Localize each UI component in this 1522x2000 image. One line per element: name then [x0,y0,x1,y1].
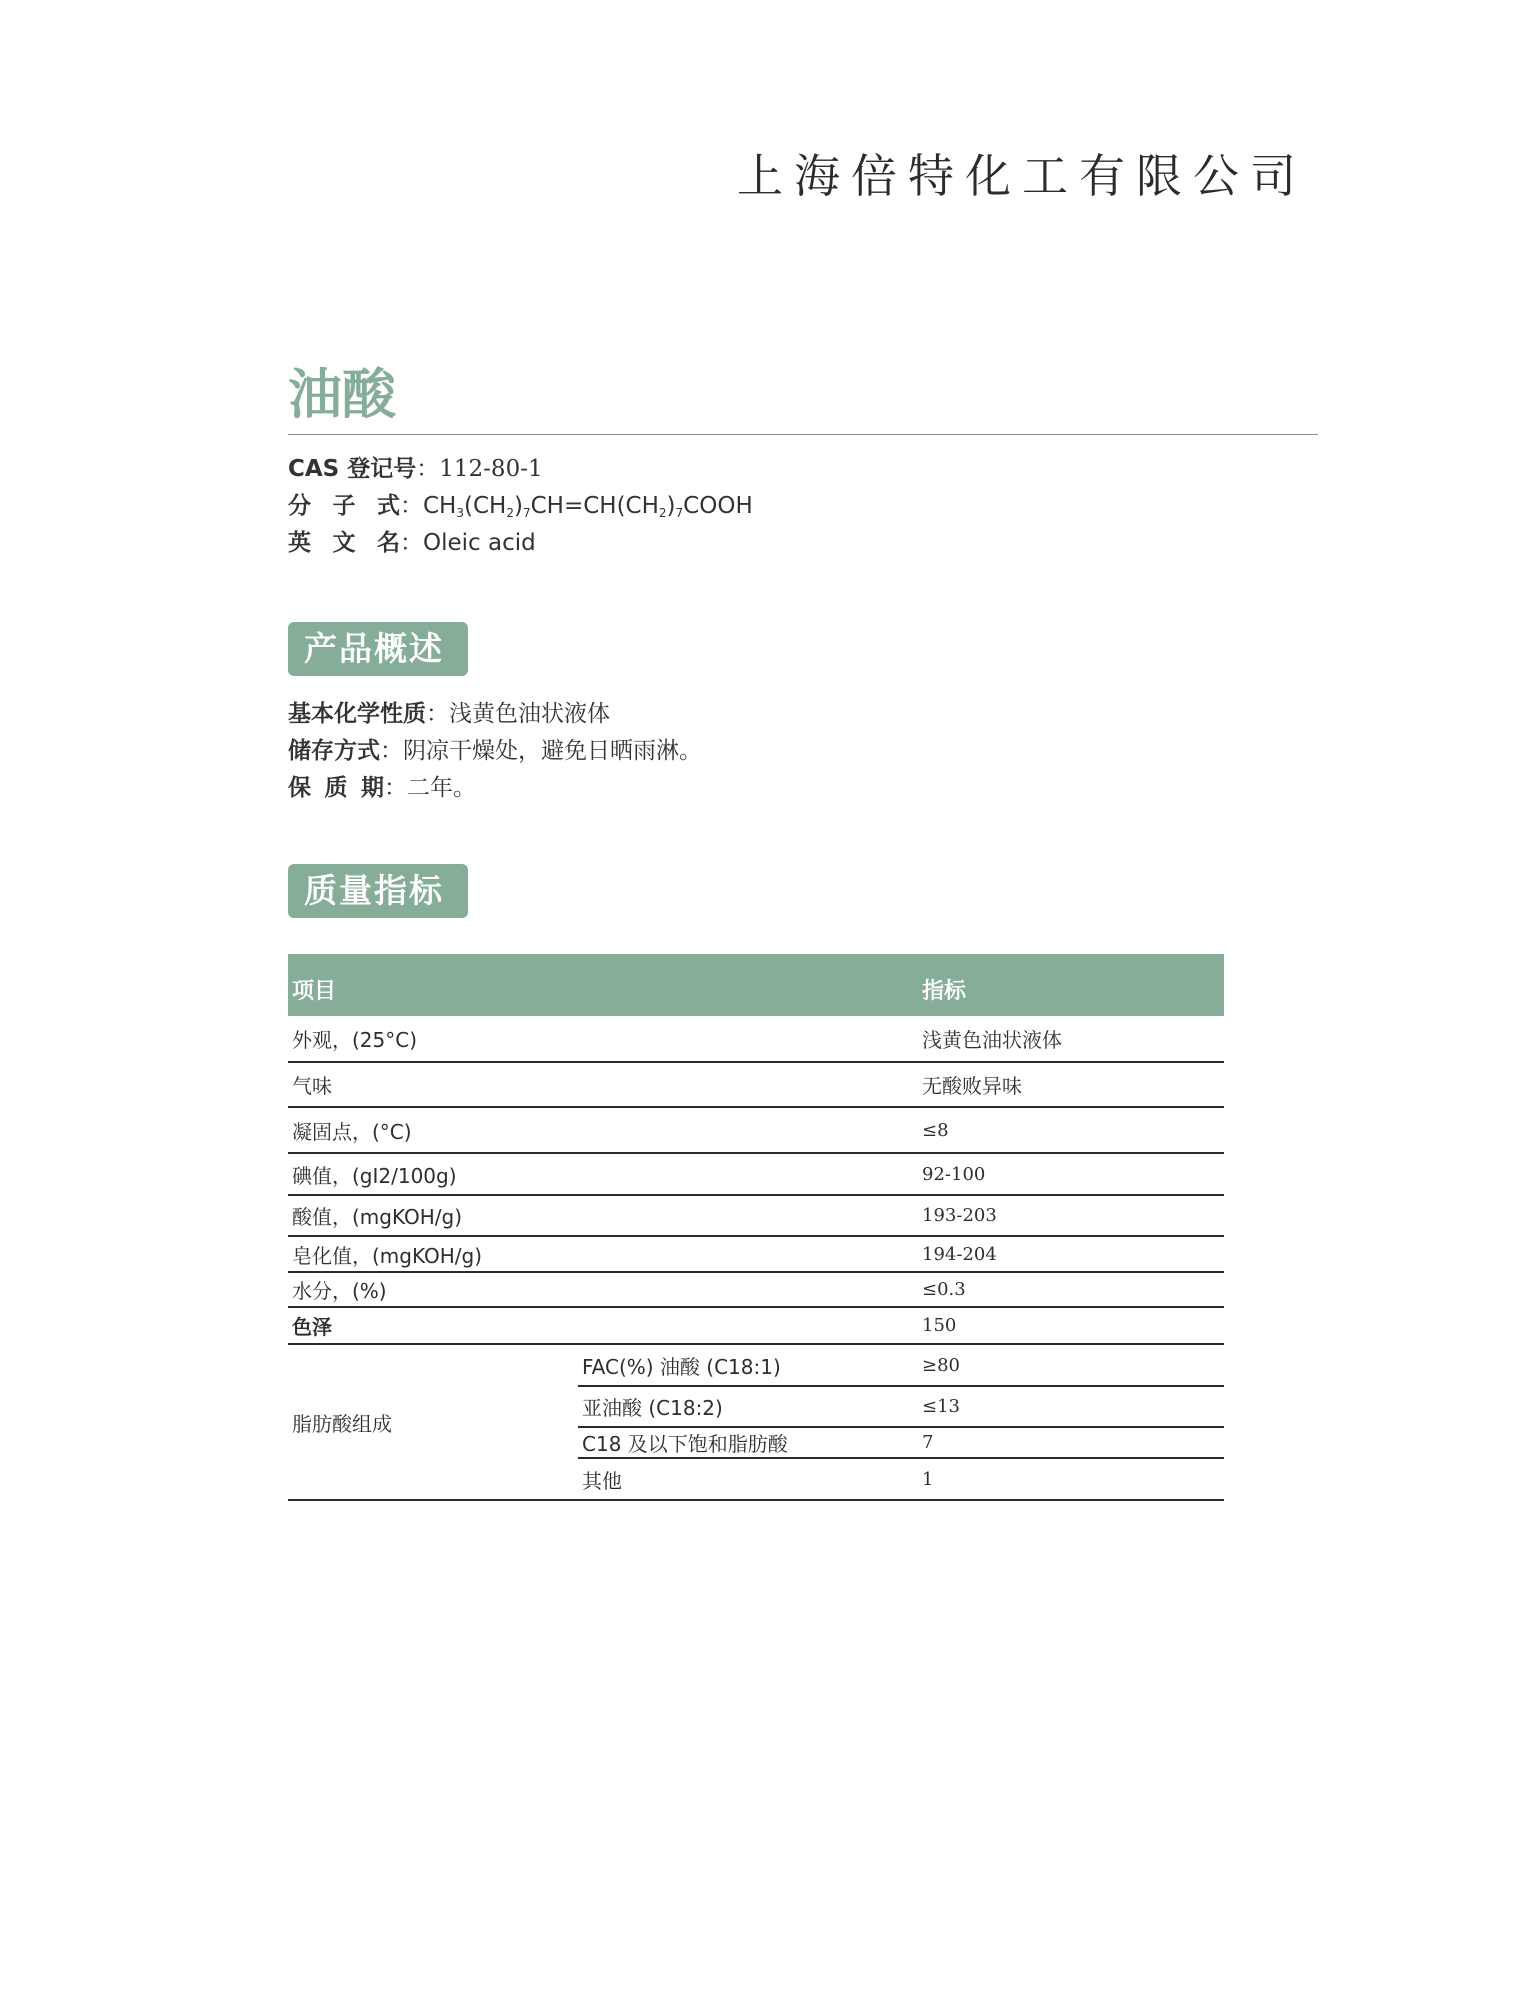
row-spec: ≤13 [918,1386,1224,1427]
row-item: 亚油酸 (C18:2) [578,1386,918,1427]
overview-heading: 产品概述 [288,622,468,676]
row-spec: 92-100 [918,1153,1224,1195]
product-title: 油酸 [288,363,396,426]
quality-heading: 质量指标 [288,864,468,918]
row-spec: 1 [918,1458,1224,1500]
formula-value: $CH_3(CH_2)_7CH=CH(CH_2)_7COOH$ [423,493,753,520]
cas-label: CAS 登记号 [288,456,417,482]
quality-table [288,954,1224,1501]
shelf-life-row: 保 质 期 ：二年。 [288,775,476,801]
row-spec: 无酸败异味 [918,1062,1224,1107]
english-label: 英 文 名 [288,530,400,556]
table-row [288,1107,1224,1153]
row-spec: 194-204 [918,1236,1224,1272]
shelf-label: 保 质 期 [288,775,384,801]
row-spec: 7 [918,1427,1224,1458]
storage-row: 储存方式：阴凉干燥处，避免日晒雨淋。 [288,738,702,764]
row-spec: 193-203 [918,1195,1224,1236]
props-label: 基本化学性质 [288,701,426,727]
english-name-row: 英 文 名 ：Oleic acid [288,530,536,556]
header-spec: 指标 [918,954,1224,1016]
row-spec: ≤8 [918,1107,1224,1153]
table-row [288,1195,1224,1236]
cas-row: CAS 登记号：112-80-1 [288,456,543,482]
formula-row: 分 子 式 ：$CH_3(CH_2)_7CH=CH(CH_2)_7COOH$ [288,493,753,520]
table-row [288,1236,1224,1272]
cas-value: 112-80-1 [439,456,543,482]
props-value: 浅黄色油状液体 [449,701,610,727]
row-item: 外观，(25°C) [288,1016,918,1062]
row-item: 水分，(%) [288,1272,918,1307]
row-spec: 150 [918,1307,1224,1344]
row-item: FAC(%) 油酸 (C18:1) [578,1344,918,1386]
row-item: 碘值，(gI2/100g) [288,1153,918,1195]
table-row [288,1344,1224,1386]
row-item: 凝固点，(°C) [288,1107,918,1153]
shelf-value: 二年。 [407,775,476,801]
title-divider [288,434,1318,435]
storage-label: 储存方式 [288,738,380,764]
table-header-row [288,954,1224,1016]
table-row [288,1272,1224,1307]
fatty-acid-group-label: 脂肪酸组成 [288,1344,578,1500]
formula-label: 分 子 式 [288,493,400,519]
row-item: 酸值，(mgKOH/g) [288,1195,918,1236]
header-item: 项目 [288,954,918,1016]
table-row [288,1307,1224,1344]
row-item: 色泽 [288,1307,918,1344]
table-row [288,1153,1224,1195]
row-item: C18 及以下饱和脂肪酸 [578,1427,918,1458]
row-item: 其他 [578,1458,918,1500]
props-row: 基本化学性质：浅黄色油状液体 [288,701,610,727]
table-row [288,1062,1224,1107]
row-item: 气味 [288,1062,918,1107]
row-spec: ≥80 [918,1344,1224,1386]
english-value: Oleic acid [423,530,536,556]
company-name: 上海倍特化工有限公司 [737,149,1307,203]
row-spec: 浅黄色油状液体 [918,1016,1224,1062]
row-item: 皂化值，(mgKOH/g) [288,1236,918,1272]
row-spec: ≤0.3 [918,1272,1224,1307]
storage-value: 阴凉干燥处，避免日晒雨淋。 [403,738,702,764]
table-row [288,1016,1224,1062]
